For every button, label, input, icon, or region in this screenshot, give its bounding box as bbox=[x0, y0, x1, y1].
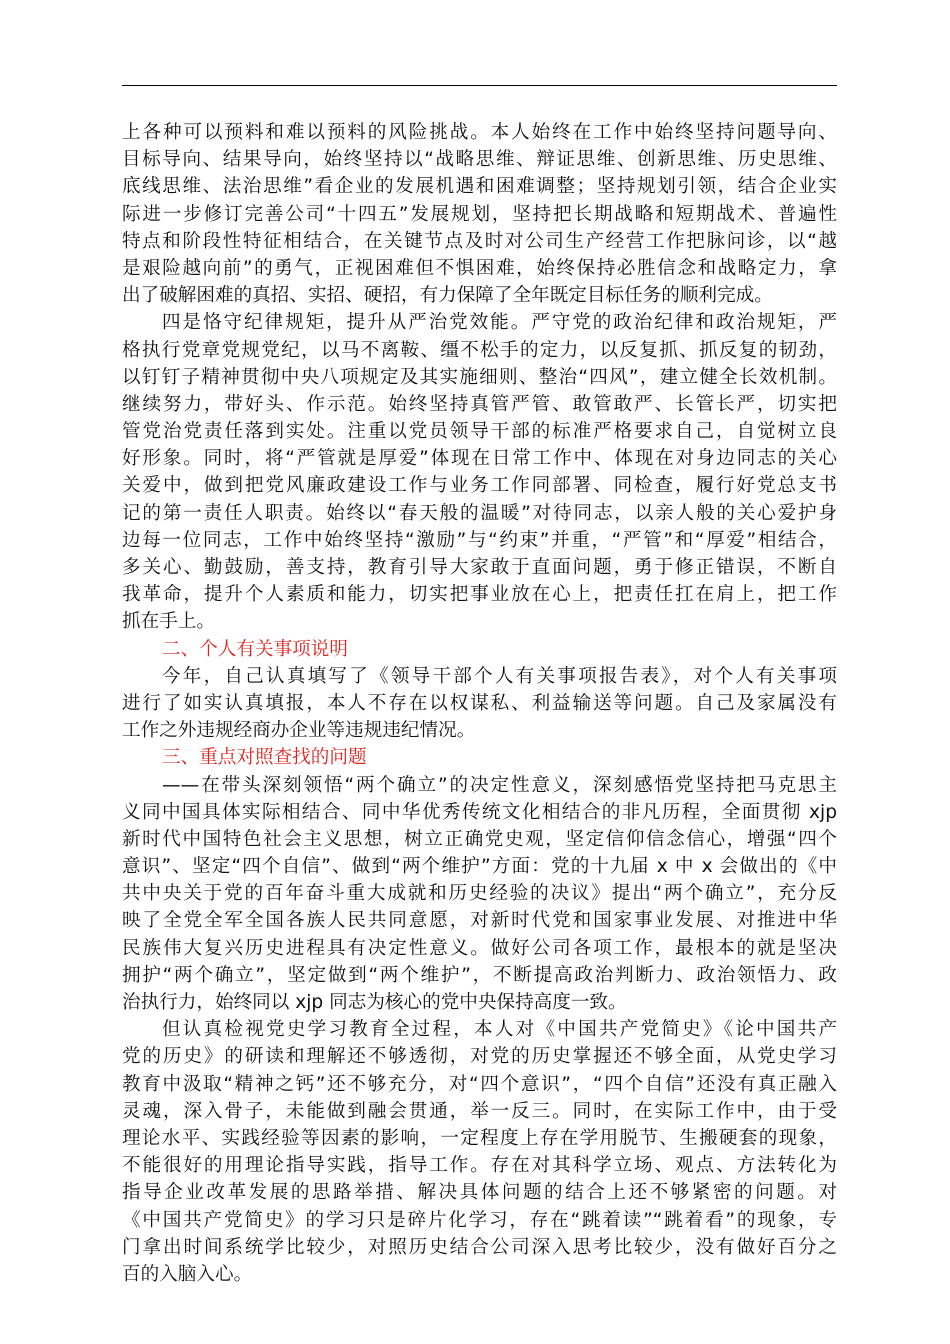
text-line: 拥护“两个确立”，坚定做到“两个维护”，不断提高政治判断力、政治领悟力、政 bbox=[122, 964, 837, 986]
text-line: 继续努力，带好头、作示范。始终坚持真管严管、敢管敢严、长管长严，切实把 bbox=[122, 393, 837, 415]
text-line: 民族伟大复兴历史进程具有决定性意义。做好公司各项工作，最根本的就是坚决 bbox=[122, 937, 837, 959]
text-line: 抓在手上。 bbox=[122, 611, 215, 633]
text-line: 指导企业改革发展的思路举措、解决具体问题的结合上还不够紧密的问题。对 bbox=[122, 1182, 837, 1204]
heading-text: 三、重点对照查找的问题 bbox=[162, 747, 367, 769]
text-line: 管党治党责任落到实处。注重以党员领导干部的标准严格要求自己，自觉树立良 bbox=[122, 421, 837, 443]
text-line: 四是恪守纪律规矩，提升从严治党效能。严守党的政治纪律和政治规矩，严 bbox=[162, 312, 837, 334]
text-line: 党的历史》的研读和理解还不够透彻，对党的历史掌握还不够全面，从党史学习 bbox=[122, 1046, 837, 1068]
text-line: 关爱中，做到把党风廉政建设工作与业务工作同部署、同检查，履行好党总支书 bbox=[122, 475, 837, 497]
text-line: 灵魂，深入骨子，未能做到融会贯通，举一反三。同时，在实际工作中，由于受 bbox=[122, 1100, 837, 1122]
text-line: 特点和阶段性特征相结合，在关键节点及时对公司生产经营工作把脉问诊，以“越 bbox=[122, 230, 837, 252]
text-line: 边每一位同志，工作中始终坚持“激励”与“约束”并重，“严管”和“厚爱”相结合， bbox=[122, 529, 837, 551]
text-line: 进行了如实认真填报，本人不存在以权谋私、利益输送等问题。自己及家属没有 bbox=[122, 692, 837, 714]
text-line: 我革命，提升个人素质和能力，切实把事业放在心上，把责任扛在肩上，把工作 bbox=[122, 584, 837, 606]
text-line: 以钉钉子精神贯彻中央八项规定及其实施细则、整治“四风”，建立健全长效机制。 bbox=[122, 366, 837, 388]
text-line: 今年，自己认真填写了《领导干部个人有关事项报告表》，对个人有关事项 bbox=[162, 665, 837, 687]
text-line: 《中国共产党简史》的学习只是碎片化学习，存在“跳着读”“跳着看”的现象，专 bbox=[122, 1209, 837, 1231]
section-heading bbox=[122, 744, 837, 771]
text-line: 映了全党全军全国各族人民共同意愿，对新时代党和国家事业发展、对推进中华 bbox=[122, 910, 837, 932]
text-line: 共中央关于党的百年奋斗重大成就和历史经验的决议》提出“两个确立”，充分反 bbox=[122, 883, 837, 905]
text-line: 是艰险越向前”的勇气，正视困难但不惧困难，始终保持必胜信念和战略定力，拿 bbox=[122, 257, 837, 279]
text-line: 百的入脑入心。 bbox=[122, 1263, 253, 1285]
text-line: 好形象。同时，将“严管就是厚爱”体现在日常工作中、体现在对身边同志的关心 bbox=[122, 448, 837, 470]
text-line: 工作之外违规经商办企业等违规违纪情况。 bbox=[122, 720, 476, 742]
paragraph bbox=[122, 309, 837, 635]
text-line: 出了破解困难的真招、实招、硬招，有力保障了全年既定目标任务的顺利完成。 bbox=[122, 285, 773, 307]
paragraph bbox=[122, 663, 837, 745]
paragraph bbox=[122, 1016, 837, 1288]
text-line: 意识”、坚定“四个自信”、做到“两个维护”方面：党的十九届 x 中 x 会做出的《中 bbox=[122, 856, 837, 878]
document-body bbox=[122, 119, 837, 1288]
paragraph bbox=[122, 772, 837, 1017]
text-line: 际进一步修订完善公司“十四五”发展规划，坚持把长期战略和短期战术、普遍性 bbox=[122, 203, 837, 225]
text-line: 但认真检视党史学习教育全过程，本人对《中国共产党简史》《论中国共产 bbox=[162, 1019, 837, 1041]
text-line: 上各种可以预料和难以预料的风险挑战。本人始终在工作中始终坚持问题导向、 bbox=[122, 122, 837, 143]
text-line: ——在带头深刻领悟“两个确立”的决定性意义，深刻感悟党坚持把马克思主 bbox=[162, 774, 837, 796]
text-line: 不能很好的用理论指导实践，指导工作。存在对其科学立场、观点、方法转化为 bbox=[122, 1155, 837, 1177]
text-line: 理论水平、实践经验等因素的影响，一定程度上存在学用脱节、生搬硬套的现象， bbox=[122, 1127, 837, 1149]
text-line: 新时代中国特色社会主义思想，树立正确党史观，坚定信仰信念信心，增强“四个 bbox=[122, 828, 837, 850]
text-line: 格执行党章党规党纪，以马不离鞍、缰不松手的定力，以反复抓、抓反复的韧劲， bbox=[122, 339, 837, 361]
text-line: 底线思维、法治思维”看企业的发展机遇和困难调整；坚持规划引领，结合企业实 bbox=[122, 176, 837, 198]
text-line: 多关心、勤鼓励，善支持，教育引导大家敢于直面问题，勇于修正错误，不断自 bbox=[122, 557, 837, 578]
text-line: 门拿出时间系统学比较少，对照历史结合公司深入思考比较少，没有做好百分之 bbox=[122, 1236, 837, 1258]
text-line: 教育中汲取“精神之钙”还不够充分，对“四个意识”，“四个自信”还没有真正融入 bbox=[122, 1073, 837, 1095]
header-rule bbox=[122, 85, 837, 86]
text-line: 义同中国具体实际相结合、同中华优秀传统文化相结合的非凡历程，全面贯彻 xjp bbox=[122, 801, 837, 823]
text-line: 目标导向、结果导向，始终坚持以“战略思维、辩证思维、创新思维、历史思维、 bbox=[122, 149, 837, 171]
section-heading bbox=[122, 636, 837, 663]
paragraph bbox=[122, 119, 837, 309]
text-line: 记的第一责任人职责。始终以“春天般的温暖”对待同志，以亲人般的关心爱护身 bbox=[122, 502, 837, 524]
text-line: 治执行力，始终同以 xjp 同志为核心的党中央保持高度一致。 bbox=[122, 992, 627, 1013]
heading-text: 二、个人有关事项说明 bbox=[162, 638, 348, 660]
